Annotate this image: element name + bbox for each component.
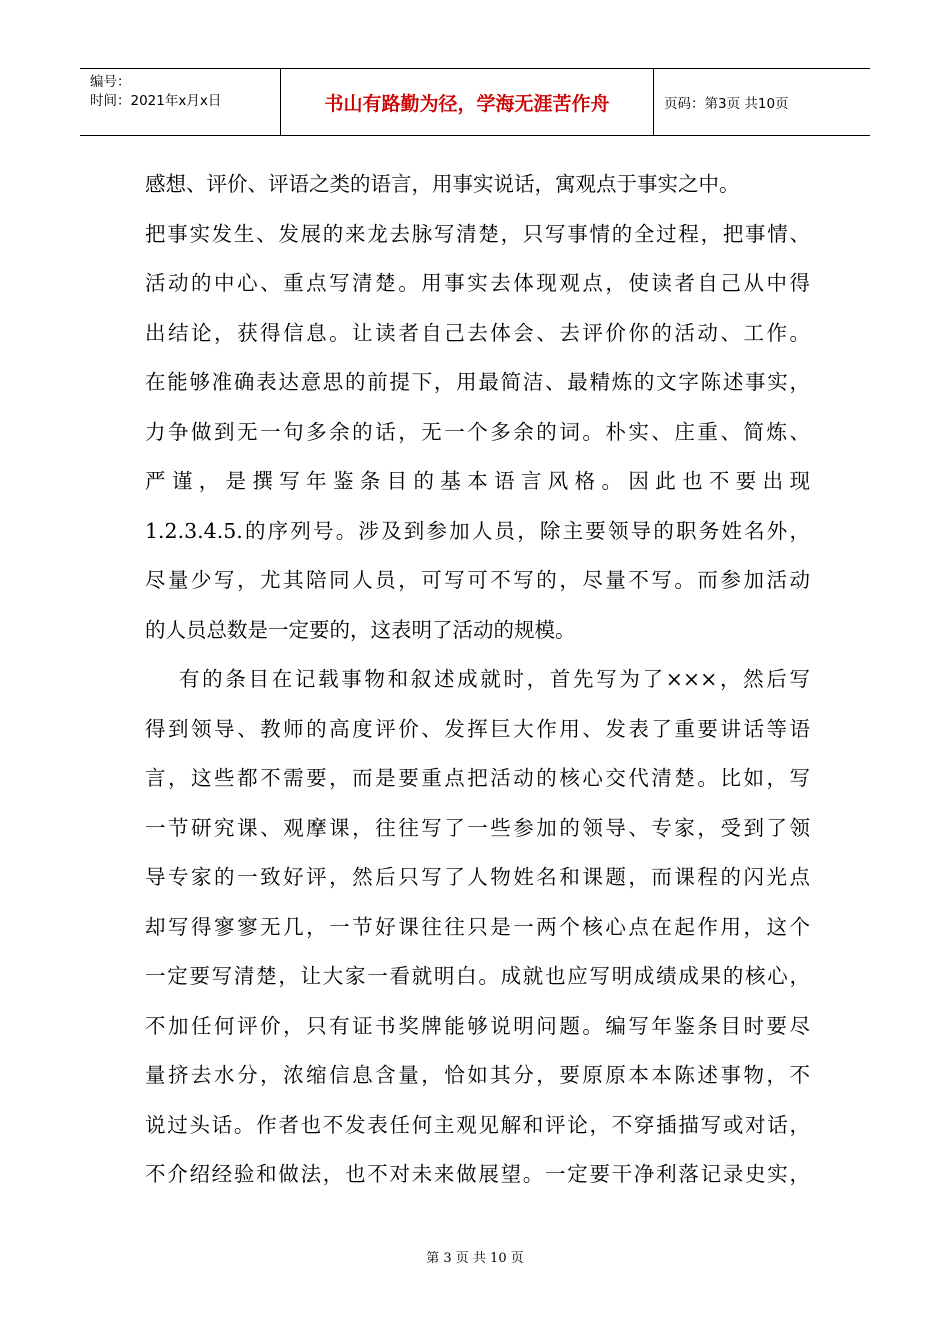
body-line: 一节研究课、观摩课，往往写了一些参加的领导、专家，受到了领	[145, 815, 810, 840]
body-line: 不加任何评价，只有证书奖牌能够说明问题。编写年鉴条目时要尽	[145, 1013, 810, 1038]
body-line: 活动的中心、重点写清楚。用事实去体现观点，使读者自己从中得	[145, 271, 810, 295]
body-line: 得到领导、教师的高度评价、发挥巨大作用、发表了重要讲话等语	[145, 716, 810, 741]
header-motto: 书山有路勤为径，学海无涯苦作舟	[281, 69, 654, 135]
body-line: 把事实发生、发展的来龙去脉写清楚，只写事情的全过程，把事情、	[145, 221, 810, 246]
body-line: 在能够准确表达意思的前提下，用最简洁、最精炼的文字陈述事实，	[145, 370, 810, 394]
page-footer: 第 3 页 共 10 页	[426, 1251, 524, 1266]
body-line: 感想、评价、评语之类的语言，用事实说话，寓观点于事实之中。	[145, 172, 740, 196]
body-line: 严谨，是撰写年鉴条目的基本语言风格。因此也不要出现	[145, 469, 810, 493]
document-number-label: 编号：	[90, 74, 131, 90]
header-page-info: 页码：第3页 共10页	[664, 96, 789, 112]
body-line: 出结论，获得信息。让读者自己去体会、去评价你的活动、工作。	[145, 320, 810, 345]
body-line: 尽量少写，尤其陪同人员，可写可不写的，尽量不写。而参加活动	[145, 568, 810, 592]
body-line: 说过头话。作者也不发表任何主观见解和评论，不穿插描写或对话，	[145, 1112, 810, 1137]
body-line: 导专家的一致好评，然后只写了人物姓名和课题，而课程的闪光点	[145, 865, 810, 889]
body-line: 有的条目在记载事物和叙述成就时，首先写为了×××，然后写	[179, 667, 810, 691]
body-line: 一定要写清楚，让大家一看就明白。成就也应写明成绩成果的核心，	[145, 964, 810, 988]
body-line: 力争做到无一句多余的话，无一个多余的词。朴实、庄重、简炼、	[145, 419, 810, 444]
body-line: 的人员总数是一定要的，这表明了活动的规模。	[145, 617, 576, 642]
document-time-label: 时间：2021年x月x日	[90, 93, 222, 109]
body-line: 言，这些都不需要，而是要重点把活动的核心交代清楚。比如，写	[145, 766, 810, 790]
body-line: 量挤去水分，浓缩信息含量，恰如其分，要原原本本陈述事物，不	[145, 1063, 810, 1087]
document-header	[80, 68, 870, 136]
body-line: 不介绍经验和做法，也不对未来做展望。一定要干净利落记录史实，	[145, 1162, 810, 1186]
body-line: 却写得寥寥无几，一节好课往往只是一两个核心点在起作用，这个	[145, 914, 810, 939]
document-body	[145, 160, 810, 1200]
body-line: 1.2.3.4.5.的序列号。涉及到参加人员，除主要领导的职务姓名外，	[145, 518, 810, 543]
header-meta	[80, 69, 281, 135]
